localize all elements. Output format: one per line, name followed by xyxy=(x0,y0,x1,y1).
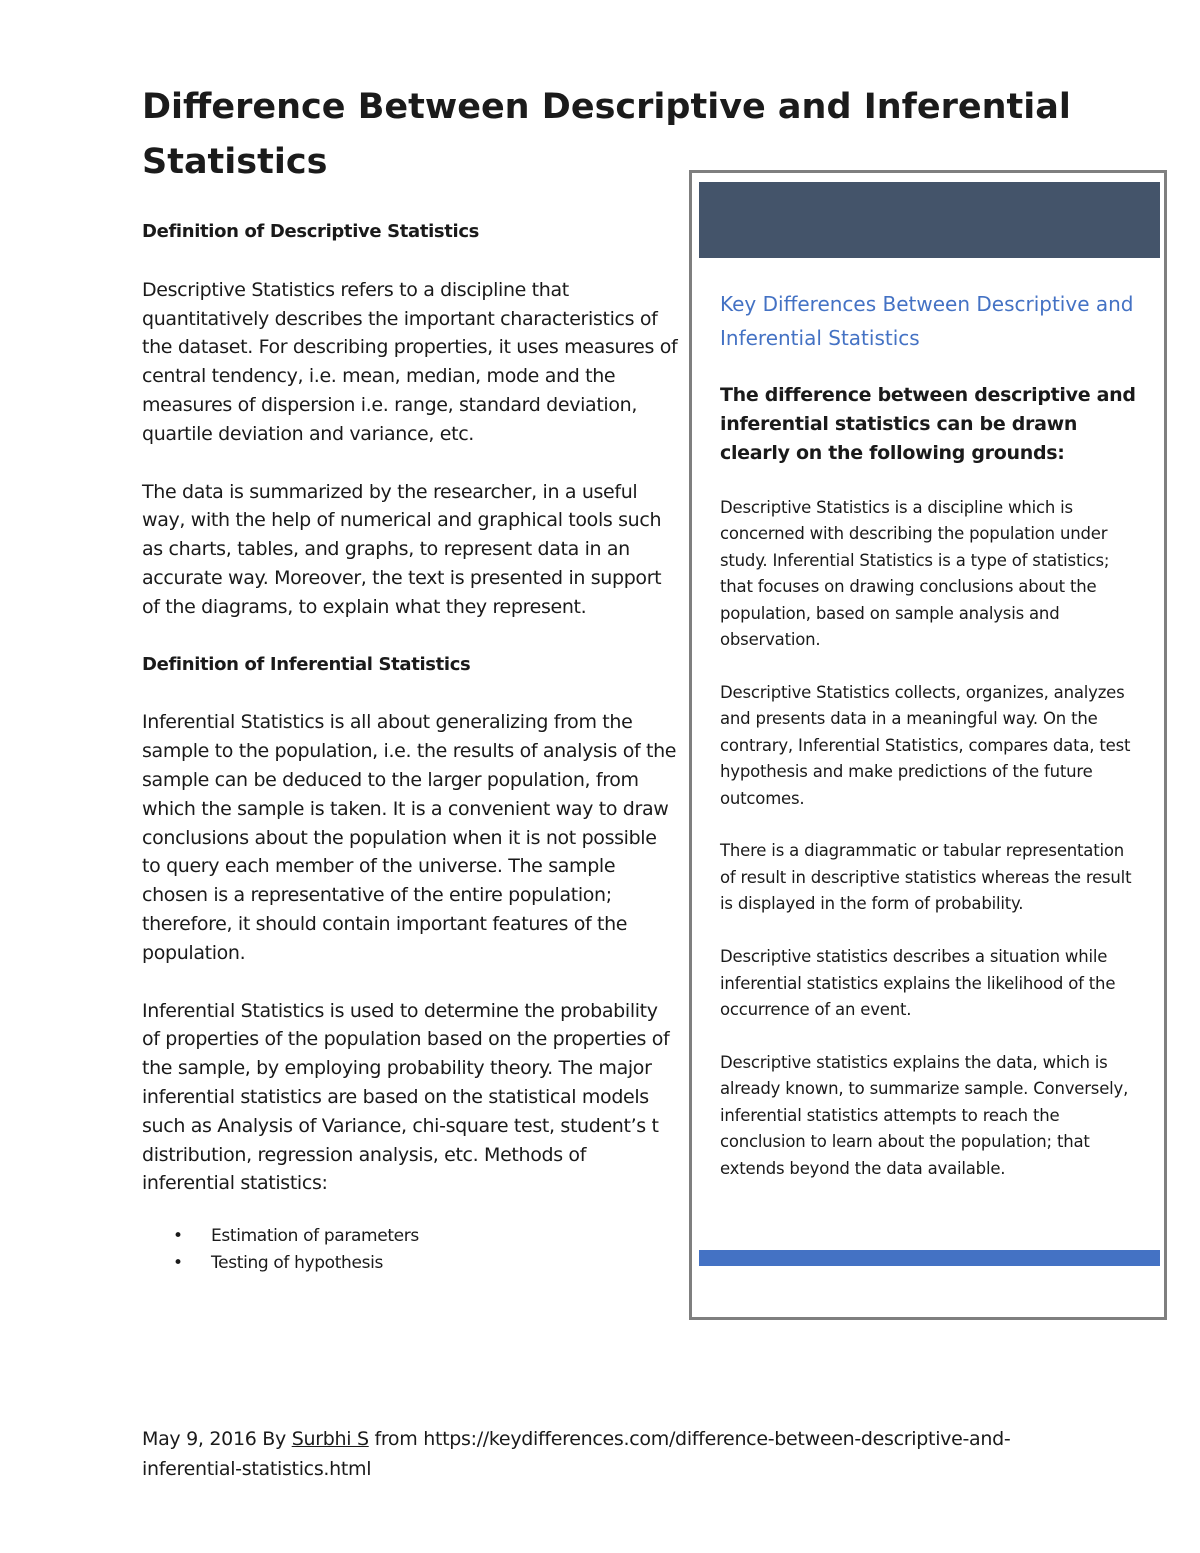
key-differences-sidebar xyxy=(689,170,1167,1320)
inferential-paragraph-1: Inferential Statistics is all about generalizing from the sample to the population, i.e. the results of analysis of the sample can be deduced to the larger population, from which the sample is taken. It is a convenient way to draw conclusions about the population when it is not possible to query each member of the universe. The sample chosen is a representative of the entire population; therefore, it should contain important features of the population. xyxy=(142,711,677,964)
footer-date: May 9, 2016 By xyxy=(142,1428,292,1450)
sidebar-title: Key Differences Between Descriptive and Inferential Statistics xyxy=(720,292,1134,350)
methods-list xyxy=(142,1223,678,1277)
footer-from: from xyxy=(368,1428,424,1450)
page-title: Difference Between Descriptive and Inferential Statistics xyxy=(142,87,1071,182)
sidebar-points xyxy=(720,495,1144,1208)
list-item: • Estimation of parameters xyxy=(142,1223,678,1250)
difference-point: Descriptive Statistics collects, organizes, analyzes and presents data in a meaningful way. On the contrary, Inferential Statistics, compares data, test hypothesis and make predictions of the future outcomes. xyxy=(720,682,1131,808)
difference-point: Descriptive statistics explains the data, which is already known, to summarize sample. Conversely, inferential statistics attempts to reach the conclusion to learn about the population; that extends beyond the data available. xyxy=(720,1052,1129,1178)
sidebar-lead: The difference between descriptive and inferential statistics can be drawn clearly on the following grounds: xyxy=(720,384,1136,464)
difference-point: Descriptive Statistics is a discipline which is concerned with describing the population under study. Inferential Statistics is a type of statistics; that focuses on drawing conclusions about the population, based on sample analysis and observation. xyxy=(720,498,1110,650)
source-url[interactable]: https://keydifferences.com/difference-between-descriptive-and-inferential-statistics.html xyxy=(142,1428,1011,1480)
descriptive-paragraph-1: Descriptive Statistics refers to a discipline that quantitatively describes the important characteristics of the dataset. For describing properties, it uses measures of central tendency, i.e. mean, median, mode and the measures of dispersion i.e. range, standard deviation, quartile deviation and variance, etc. xyxy=(142,278,678,445)
main-column xyxy=(142,218,678,1277)
descriptive-heading: Definition of Descriptive Statistics xyxy=(142,221,480,242)
difference-point: Descriptive statistics describes a situation while inferential statistics explains the likelihood of the occurrence of an event. xyxy=(720,947,1116,1019)
author-link[interactable]: Surbhi S xyxy=(291,1428,369,1450)
sidebar-footer-bar xyxy=(699,1250,1160,1266)
difference-point: There is a diagrammatic or tabular representation of result in descriptive statistics whereas the result is displayed in the form of probability. xyxy=(720,841,1132,914)
inferential-heading: Definition of Inferential Statistics xyxy=(142,653,471,675)
source-footer xyxy=(142,1424,1062,1484)
sidebar-header-bar xyxy=(699,182,1160,258)
inferential-paragraph-2: Inferential Statistics is used to determine the probability of properties of the population based on the properties of the sample, by employing probability theory. The major inferential statistics are based on the statistical models such as Analysis of Variance, chi-square test, student’s t distribution, regression analysis, etc. Methods of inferential statistics: xyxy=(142,999,670,1195)
descriptive-paragraph-2: The data is summarized by the researcher, in a useful way, with the help of numerical and graphical tools such as charts, tables, and graphs, to represent data in an accurate way. Moreover, the text is presented in support of the diagrams, to explain what they represent. xyxy=(142,480,662,618)
list-item: • Testing of hypothesis xyxy=(142,1250,678,1277)
